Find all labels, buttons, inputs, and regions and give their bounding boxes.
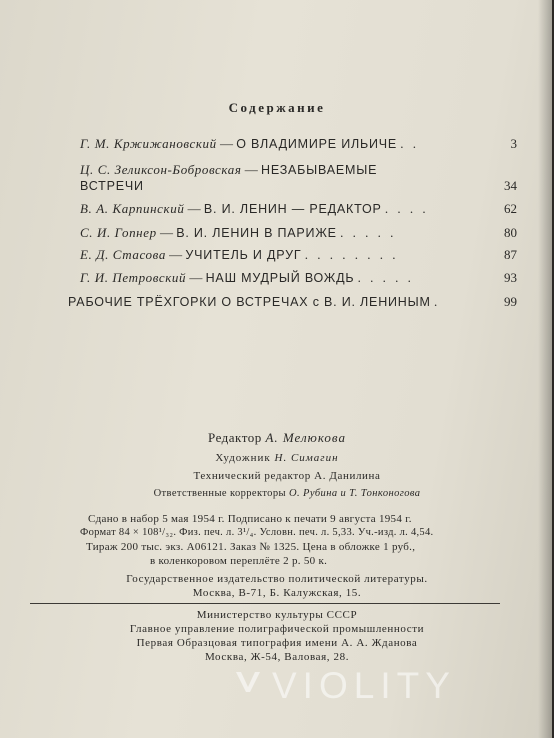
toc-title-continued: ВСТРЕЧИ <box>80 179 144 193</box>
toc-leader: . . <box>400 136 420 151</box>
printer-line: Министерство культуры СССР <box>196 609 358 621</box>
editor-label: Редактор <box>208 430 262 445</box>
watermark-text: VIOLITY <box>272 665 456 706</box>
toc-page: 3 <box>510 136 517 151</box>
editor-credit <box>0 430 552 446</box>
toc-author: Ц. С. Зеликсон-Бобровская <box>80 162 242 177</box>
correctors-names: О. Рубина и Т. Тонконогова <box>288 488 421 499</box>
toc-entry: С. И. Гопнер — В. И. ЛЕНИН В ПАРИЖЕ . . . . . 80 <box>80 225 517 240</box>
artist-credit <box>0 452 552 464</box>
toc-leader: . . . . . . . . <box>304 247 399 262</box>
toc-author: Е. Д. Стасова <box>80 247 166 262</box>
printer-line: Главное управление полиграфической промышленности <box>129 623 425 635</box>
correctors-credit <box>10 488 552 499</box>
toc-leader: . <box>433 294 441 309</box>
toc-leader: . . . . . <box>357 270 414 285</box>
publisher-address: Москва, В-71, Б. Калужская, 15. <box>192 587 362 599</box>
toc-entry: Ц. С. Зеликсон-Бобровская — НЕЗАБЫВАЕМЫЕ <box>80 162 378 177</box>
toc-title: О ВЛАДИМИРЕ ИЛЬИЧЕ <box>236 137 398 151</box>
editor-name: А. Мелюкова <box>265 430 346 445</box>
toc-title: УЧИТЕЛЬ И ДРУГ <box>185 248 302 262</box>
page-edge-shadow <box>538 0 552 738</box>
toc-title: РАБОЧИЕ ТРЁХГОРКИ О ВСТРЕЧАХ с В. И. ЛЕНИНЫМ <box>68 295 431 309</box>
toc-page: 87 <box>504 247 517 262</box>
toc-page: 80 <box>504 225 517 240</box>
tech-editor-credit: Технический редактор А. Данилина <box>193 470 381 482</box>
imprint-line: Формат 84 × 108¹/₃₂. Физ. печ. л. 3¹/₄. Условн. печ. л. 5,33. Уч.-изд. л. 4,54. <box>80 527 434 538</box>
printer-line: Москва, Ж-54, Валовая, 28. <box>204 651 350 663</box>
toc-author: Г. М. Кржижановский <box>80 136 217 151</box>
artist-name: Н. Симагин <box>274 452 339 464</box>
toc-leader: . . . . <box>384 201 429 216</box>
toc-title: НЕЗАБЫВАЕМЫЕ <box>261 163 378 177</box>
imprint-line: в коленкоровом переплёте 2 р. 50 к. <box>150 555 328 567</box>
toc-author: В. А. Карпинский <box>80 201 185 216</box>
publisher-name: Государственное издательство политической литературы. <box>126 573 428 585</box>
toc-author: С. И. Гопнер <box>80 225 157 240</box>
toc-heading: Содержание <box>228 100 326 115</box>
toc-page: 62 <box>504 201 517 216</box>
toc-page: 93 <box>504 270 517 285</box>
toc-entry-continued <box>80 178 517 194</box>
toc-title: В. И. ЛЕНИН В ПАРИЖЕ <box>176 226 337 240</box>
toc-page: 99 <box>504 294 517 309</box>
correctors-label: Ответственные корректоры <box>153 488 286 499</box>
divider-rule <box>30 603 500 604</box>
toc-entry <box>68 294 517 310</box>
imprint-line: Тираж 200 тыс. экз. А06121. Заказ № 1325. Цена в обложке 1 руб., <box>86 541 416 553</box>
toc-leader: . . . . . <box>340 225 397 240</box>
toc-title: НАШ МУДРЫЙ ВОЖДЬ <box>205 271 355 285</box>
toc-title: В. И. ЛЕНИН — РЕДАКТОР <box>203 202 382 216</box>
printer-line: Первая Образцовая типография имени А. А. Жданова <box>136 637 418 649</box>
toc-entry: В. А. Карпинский — В. И. ЛЕНИН — РЕДАКТОР . . . . 62 <box>80 201 517 216</box>
toc-entry: Г. М. Кржижановский — О ВЛАДИМИРЕ ИЛЬИЧЕ . . 3 <box>80 136 517 151</box>
imprint-line: Сдано в набор 5 мая 1954 г. Подписано к печати 9 августа 1954 г. <box>88 513 412 525</box>
artist-label: Художник <box>215 452 271 464</box>
toc-entry: Е. Д. Стасова — УЧИТЕЛЬ И ДРУГ . . . . . . . . 87 <box>80 247 517 262</box>
violity-logo-icon <box>232 666 264 698</box>
toc-author: Г. И. Петровский <box>80 270 187 285</box>
toc-entry: Г. И. Петровский — НАШ МУДРЫЙ ВОЖДЬ . . . . . 93 <box>80 270 517 285</box>
toc-page: 34 <box>504 178 517 193</box>
